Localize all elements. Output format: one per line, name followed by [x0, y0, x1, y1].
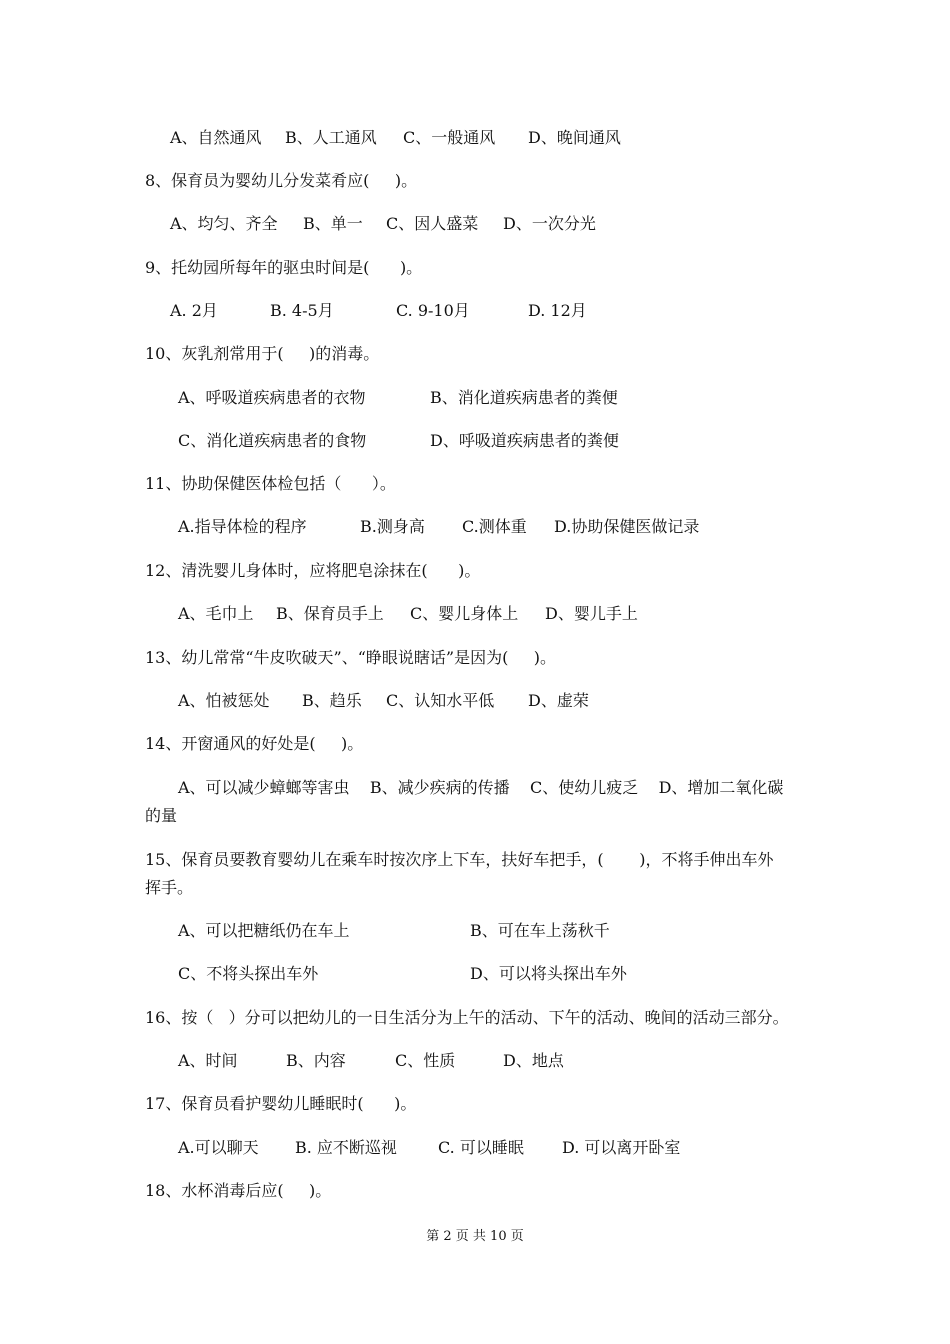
option-d: D、可以将头探出车外 [470, 964, 627, 983]
option-b: B、消化道疾病患者的粪便 [430, 388, 618, 407]
question-12-stem: 12、清洗婴儿身体时，应将肥皂涂抹在( )。 [145, 561, 481, 580]
option-c: C、性质 [395, 1051, 456, 1070]
option-b: B. 4-5月 [270, 301, 334, 320]
option-b: B. 应不断巡视 [295, 1138, 397, 1157]
option-c: C. 9-10月 [396, 301, 470, 320]
option-a: A、均匀、齐全 [170, 214, 278, 233]
option-a: A、怕被惩处 [178, 691, 270, 710]
question-8-stem: 8、保育员为婴幼儿分发菜肴应( )。 [145, 171, 418, 190]
question-18-stem: 18、水杯消毒后应( )。 [145, 1181, 332, 1200]
option-c: C、认知水平低 [386, 691, 495, 710]
option-c: C、一般通风 [403, 128, 496, 147]
question-16-stem: 16、按（ ）分可以把幼儿的一日生活分为上午的活动、下午的活动、晚间的活动三部分。 [145, 1008, 789, 1027]
option-a: A、时间 [178, 1051, 238, 1070]
option-a: A.指导体检的程序 [178, 517, 307, 536]
option-c: C、消化道疾病患者的食物 [178, 431, 367, 450]
option-d: D、晚间通风 [528, 128, 621, 147]
option-c: C、不将头探出车外 [178, 964, 319, 983]
option-d: D、地点 [503, 1051, 564, 1070]
question-11-stem: 11、协助保健医体检包括（ ）。 [145, 474, 396, 493]
option-d: D. 可以离开卧室 [562, 1138, 681, 1157]
option-d: D. 12月 [528, 301, 587, 320]
option-b: B、保育员手上 [276, 604, 384, 623]
option-c: C、婴儿身体上 [410, 604, 519, 623]
option-c: C.测体重 [462, 517, 527, 536]
option-a: A、自然通风 [170, 128, 262, 147]
question-14-options-wrap: 的量 [145, 806, 178, 825]
option-b: B、可在车上荡秋千 [470, 921, 610, 940]
option-a: A、毛巾上 [178, 604, 254, 623]
question-9-stem: 9、托幼园所每年的驱虫时间是( )。 [145, 258, 423, 277]
option-a: A.可以聊天 [178, 1138, 259, 1157]
option-a: A. 2月 [170, 301, 218, 320]
option-b: B.测身高 [360, 517, 425, 536]
question-10-stem: 10、灰乳剂常用于( )的消毒。 [145, 344, 380, 363]
option-b: B、趋乐 [302, 691, 362, 710]
option-b: B、人工通风 [285, 128, 377, 147]
question-15-stem: 15、保育员要教育婴幼儿在乘车时按次序上下车，扶好车把手，( )，不将手伸出车外 [145, 850, 774, 869]
question-14-stem: 14、开窗通风的好处是( )。 [145, 734, 364, 753]
option-b: B、单一 [303, 214, 363, 233]
question-17-stem: 17、保育员看护婴幼儿睡眠时( )。 [145, 1094, 417, 1113]
page-number-footer: 第 2 页 共 10 页 [426, 1229, 524, 1244]
option-c: C. 可以睡眠 [438, 1138, 524, 1157]
option-d: D.协助保健医做记录 [554, 517, 700, 536]
option-d: D、呼吸道疾病患者的粪便 [430, 431, 619, 450]
option-d: D、虚荣 [528, 691, 589, 710]
question-15-stem-wrap: 挥手。 [145, 878, 194, 897]
option-a: A、可以把糖纸仍在车上 [178, 921, 350, 940]
option-a: A、呼吸道疾病患者的衣物 [178, 388, 366, 407]
option-c: C、因人盛菜 [386, 214, 479, 233]
option-b: B、内容 [286, 1051, 346, 1070]
question-14-options: A、可以减少蟑螂等害虫 B、减少疾病的传播 C、使幼儿疲乏 D、增加二氧化碳 [178, 778, 784, 797]
option-d: D、一次分光 [503, 214, 596, 233]
option-d: D、婴儿手上 [545, 604, 638, 623]
question-13-stem: 13、幼儿常常“牛皮吹破天”、“睁眼说瞎话”是因为( )。 [145, 648, 556, 667]
